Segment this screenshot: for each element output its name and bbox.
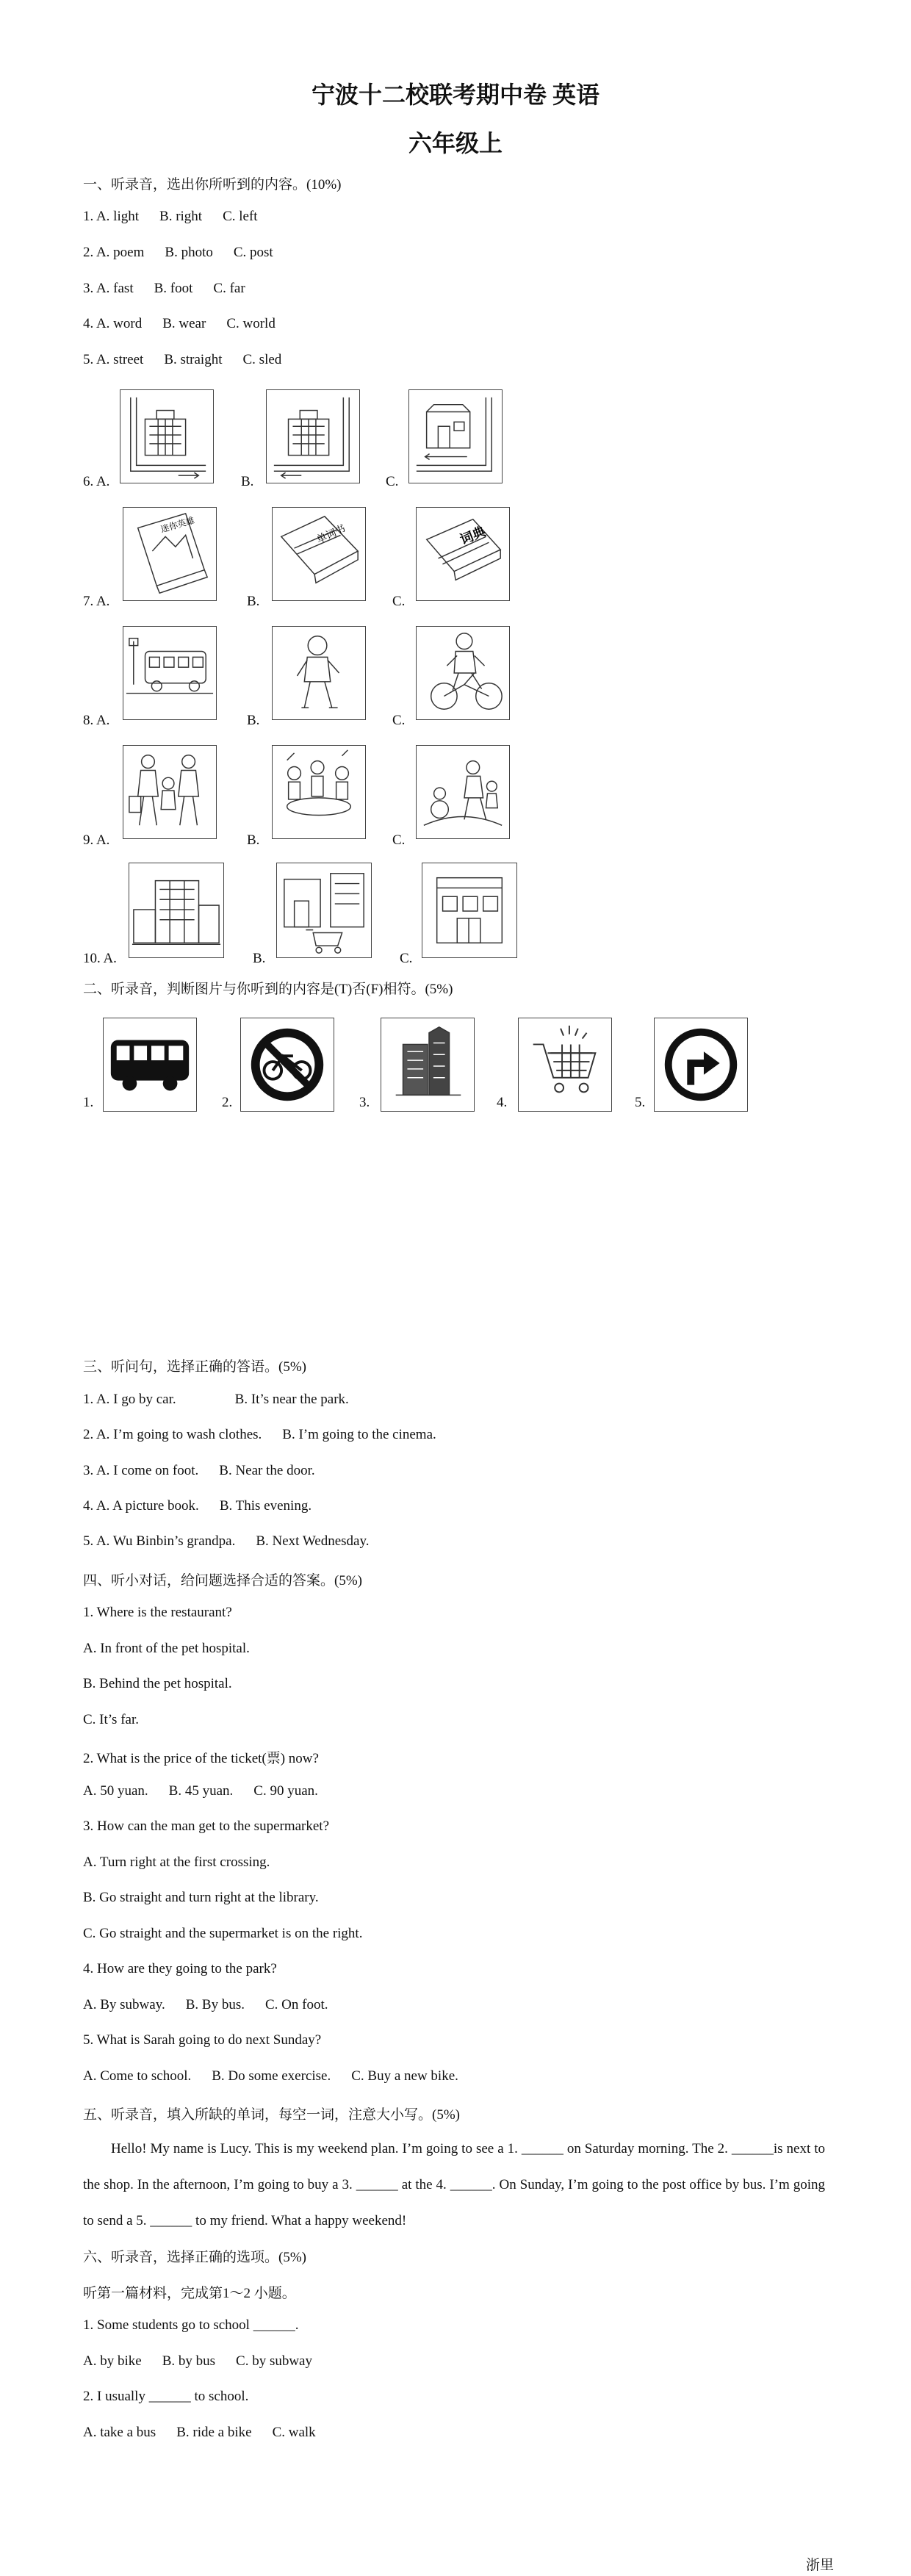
q10-label-b: B. xyxy=(253,951,266,966)
q10-label-c: C. xyxy=(400,951,413,966)
q6-picture-b xyxy=(266,389,360,483)
s4-q2-options: A. 50 yuan. B. 45 yuan. C. 90 yuan. xyxy=(83,1783,318,1799)
q10-picture-c xyxy=(422,863,517,958)
section-4-heading: 四、听小对话，给问题选择合适的答案。(5%) xyxy=(83,1573,362,1589)
s1-question-2: 2. A. poem B. photo C. post xyxy=(83,245,273,260)
s4-question-4: 4. How are they going to the park? xyxy=(83,1961,277,1976)
s3-question-3: 3. A. I come on foot. B. Near the door. xyxy=(83,1463,315,1478)
s1-question-4: 4. A. word B. wear C. world xyxy=(83,316,276,331)
q7-book-b-title: 单词书 xyxy=(314,522,348,546)
s3-question-5: 5. A. Wu Binbin’s grandpa. B. Next Wednesday. xyxy=(83,1533,370,1549)
q6-picture-a xyxy=(120,389,214,483)
q9-picture-b xyxy=(272,745,366,839)
s1-question-5: 5. A. street B. straight C. sled xyxy=(83,352,282,367)
q10-picture-b xyxy=(276,863,372,958)
s2-picture-4-shopping-cart-icon xyxy=(518,1018,612,1112)
s1-question-1: 1. A. light B. right C. left xyxy=(83,209,258,224)
s4-question-2: 2. What is the price of the ticket(票) now? xyxy=(83,1751,319,1766)
q9-picture-a xyxy=(123,745,217,839)
section-1-heading: 一、听录音，选出你所听到的内容。(10%) xyxy=(83,177,342,193)
s2-label-3: 3. xyxy=(359,1095,370,1110)
s2-picture-1-bus-icon xyxy=(103,1018,197,1112)
q7-label-a: 7. A. xyxy=(83,594,110,609)
q7-book-c-title: 词典 xyxy=(458,524,489,548)
s2-label-5: 5. xyxy=(635,1095,646,1110)
q9-label-c: C. xyxy=(392,832,406,848)
s4-q5-options: A. Come to school. B. Do some exercise. C. Buy a new bike. xyxy=(83,2068,458,2084)
q9-label-b: B. xyxy=(247,832,260,848)
s2-label-1: 1. xyxy=(83,1095,94,1110)
q6-label-c: C. xyxy=(386,474,399,489)
s2-picture-2-no-bicycles-icon xyxy=(240,1018,334,1112)
s4-q1-option-c: C. It’s far. xyxy=(83,1712,139,1727)
s2-picture-3-building-icon xyxy=(381,1018,475,1112)
s6-q1-options: A. by bike B. by bus C. by subway xyxy=(83,2353,312,2369)
q10-picture-a xyxy=(129,863,224,958)
section-3-heading: 三、听问句，选择正确的答语。(5%) xyxy=(83,1359,306,1375)
q9-picture-c xyxy=(416,745,510,839)
q6-label-b: B. xyxy=(241,474,254,489)
s3-question-2: 2. A. I’m going to wash clothes. B. I’m going to the cinema. xyxy=(83,1427,436,1442)
s4-q3-option-c: C. Go straight and the supermarket is on the right. xyxy=(83,1926,363,1941)
s2-label-4: 4. xyxy=(497,1095,508,1110)
q10-label-a: 10. A. xyxy=(83,951,117,966)
s4-question-1: 1. Where is the restaurant? xyxy=(83,1605,232,1620)
q8-picture-a xyxy=(123,626,217,720)
q7-book-a-title: 迷你英雄 xyxy=(159,515,196,535)
s3-question-4: 4. A. A picture book. B. This evening. xyxy=(83,1498,312,1514)
s2-label-2: 2. xyxy=(222,1095,233,1110)
page-subtitle: 六年级上 xyxy=(408,130,503,156)
q7-label-c: C. xyxy=(392,594,406,609)
s4-question-3: 3. How can the man get to the supermarket? xyxy=(83,1818,330,1834)
s6-intro: 听第一篇材料，完成第1～2 小题。 xyxy=(83,2286,296,2301)
q7-picture-c xyxy=(416,507,510,601)
s6-q2-options: A. take a bus B. ride a bike C. walk xyxy=(83,2425,316,2440)
s3-question-1: 1. A. I go by car. B. It’s near the park. xyxy=(83,1392,349,1407)
q7-picture-b xyxy=(272,507,366,601)
s6-question-2: 2. I usually ______ to school. xyxy=(83,2389,249,2404)
s4-q1-option-b: B. Behind the pet hospital. xyxy=(83,1676,232,1691)
section-6-heading: 六、听录音，选择正确的选项。(5%) xyxy=(83,2250,306,2265)
q8-label-a: 8. A. xyxy=(83,713,110,728)
q7-label-b: B. xyxy=(247,594,260,609)
q7-picture-a xyxy=(123,507,217,601)
section-5-heading: 五、听录音，填入所缺的单词，每空一词，注意大小写。(5%) xyxy=(83,2107,460,2123)
s2-picture-5-turn-right-icon xyxy=(654,1018,748,1112)
s4-q4-options: A. By subway. B. By bus. C. On foot. xyxy=(83,1997,328,2012)
section-2-heading: 二、听录音，判断图片与你听到的内容是(T)否(F)相符。(5%) xyxy=(83,982,453,997)
q8-label-c: C. xyxy=(392,713,406,728)
footer-mark: 浙里 xyxy=(805,2558,834,2573)
page-title: 宁波十二校联考期中卷 英语 xyxy=(311,82,599,108)
q8-picture-c xyxy=(416,626,510,720)
s4-q3-option-b: B. Go straight and turn right at the library. xyxy=(83,1890,319,1905)
s4-q1-option-a: A. In front of the pet hospital. xyxy=(83,1641,250,1656)
s6-question-1: 1. Some students go to school ______. xyxy=(83,2317,299,2333)
q6-picture-c xyxy=(408,389,503,483)
q9-label-a: 9. A. xyxy=(83,832,110,848)
q6-label-a: 6. A. xyxy=(83,474,110,489)
s4-q3-option-a: A. Turn right at the first crossing. xyxy=(83,1854,270,1870)
s4-question-5: 5. What is Sarah going to do next Sunday? xyxy=(83,2032,322,2048)
q8-label-b: B. xyxy=(247,713,260,728)
q8-picture-b xyxy=(272,626,366,720)
s5-passage: Hello! My name is Lucy. This is my weekend plan. I’m going to see a 1. ______ on Saturday morning. The 2. ______is next to the shop. In the afternoon, I’m going to buy a 3. ______ at the 4. ______. On Sunday, I’m going to the post office by bus. I’m going to send a 5. ______ to my friend. What a happy weekend! xyxy=(83,2141,825,2228)
s1-question-3: 3. A. fast B. foot C. far xyxy=(83,281,245,296)
